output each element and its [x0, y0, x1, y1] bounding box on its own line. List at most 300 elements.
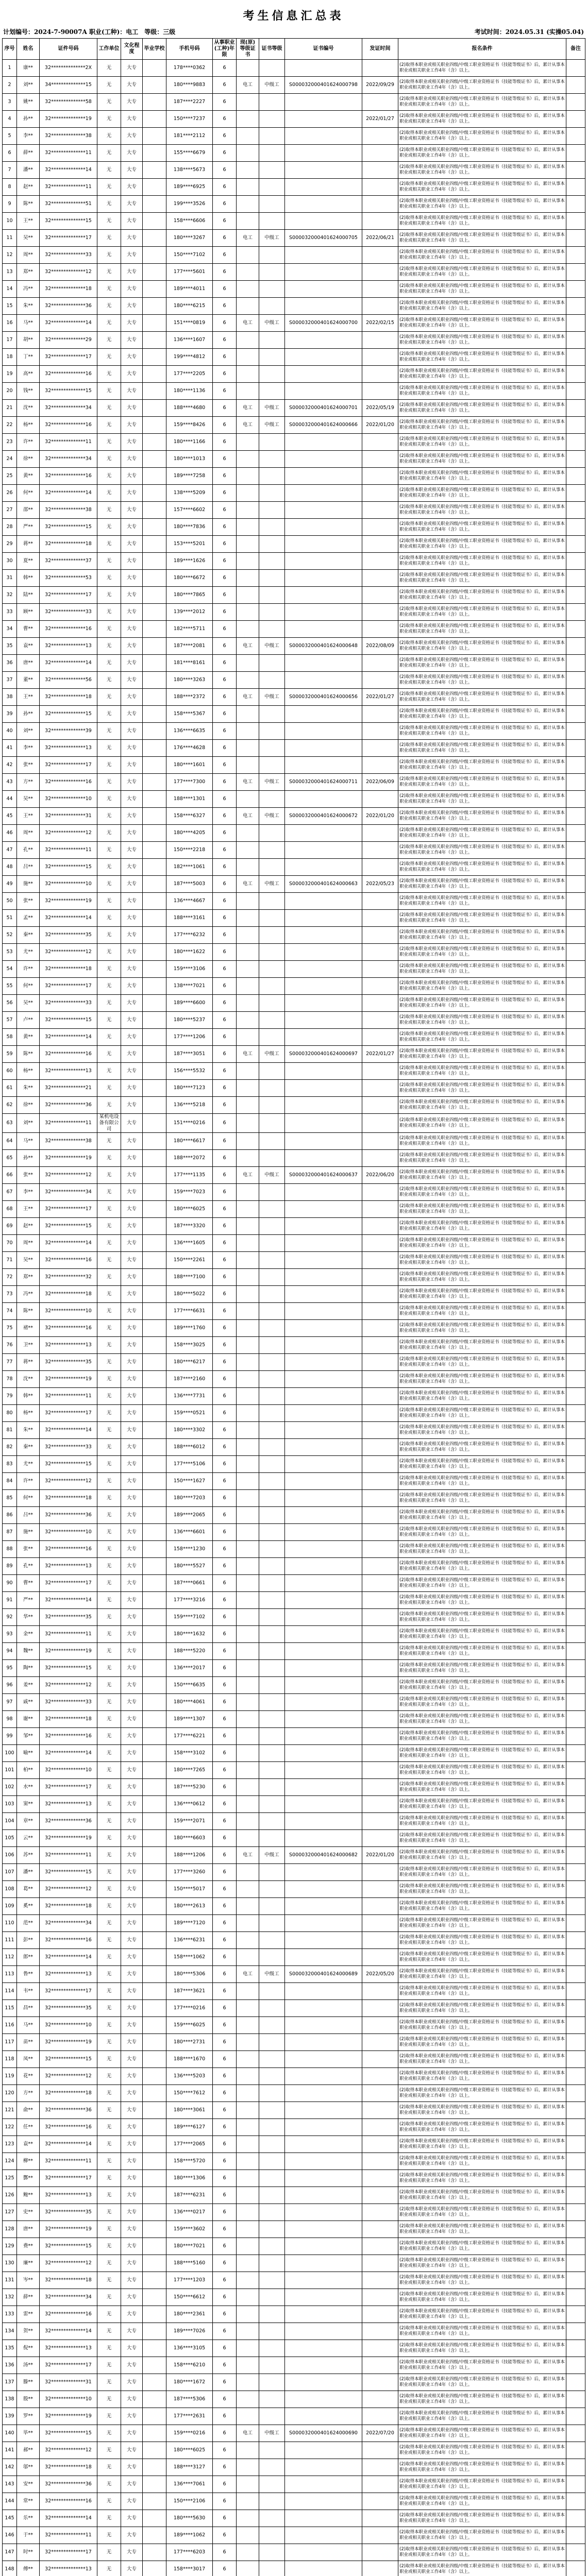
- table-row: [3, 1063, 585, 1080]
- cell-level: [259, 1796, 285, 1813]
- cell-edu: 大专: [121, 77, 143, 94]
- cell-no: 87: [3, 1524, 17, 1541]
- cell-date: [362, 2034, 398, 2051]
- cell-id: 32**************10: [40, 1762, 97, 1779]
- cell-no: 45: [3, 808, 17, 825]
- cell-cert: [237, 1114, 259, 1133]
- table-row: [3, 1643, 585, 1660]
- cell-edu: 大专: [121, 672, 143, 689]
- cell-date: [362, 468, 398, 485]
- cell-level: [259, 1592, 285, 1609]
- cell-date: [362, 2068, 398, 2085]
- cell-name: 施**: [17, 1524, 40, 1541]
- cell-date: [362, 587, 398, 604]
- cell-years: 6: [213, 2357, 237, 2374]
- cell-remark: [566, 536, 585, 553]
- cell-condition: (2)取得本职业或相关职业四级/中级工职业资格证书（技能等级证书）后，累计从事本职业或相关职业工作4年（含）以上。: [398, 1864, 566, 1881]
- cell-condition: (2)取得本职业或相关职业四级/中级工职业资格证书（技能等级证书）后，累计从事本职业或相关职业工作4年（含）以上。: [398, 927, 566, 944]
- cell-level: [259, 2204, 285, 2221]
- cell-condition: (2)取得本职业或相关职业四级/中级工职业资格证书（技能等级证书）后，累计从事本职业或相关职业工作4年（含）以上。: [398, 1184, 566, 1201]
- cell-no: 49: [3, 876, 17, 893]
- cell-certno: [285, 1643, 362, 1660]
- cell-id: 32**************16: [40, 1541, 97, 1558]
- cell-remark: [566, 1507, 585, 1524]
- cell-school: [143, 2323, 166, 2340]
- cell-remark: [566, 2068, 585, 2085]
- cell-school: [143, 383, 166, 400]
- table-row: [3, 2476, 585, 2493]
- cell-phone: 177****7300: [166, 774, 213, 791]
- cell-edu: 大专: [121, 315, 143, 332]
- cell-remark: [566, 927, 585, 944]
- cell-id: 32**************12: [40, 2255, 97, 2272]
- cell-remark: [566, 1080, 585, 1097]
- cell-id: 32**************33: [40, 1694, 97, 1711]
- cell-certno: [285, 434, 362, 451]
- cell-certno: [285, 2238, 362, 2255]
- table-row: [3, 162, 585, 179]
- cell-edu: 大专: [121, 1983, 143, 2000]
- cell-no: 42: [3, 757, 17, 774]
- cell-certno: S000032000401624000798: [285, 77, 362, 94]
- cell-edu: 大专: [121, 1252, 143, 1269]
- table-row: [3, 2255, 585, 2272]
- cell-phone: 150****2261: [166, 1252, 213, 1269]
- cell-phone: 177****5106: [166, 1456, 213, 1473]
- cell-level: [259, 1643, 285, 1660]
- cell-school: [143, 1201, 166, 1218]
- cell-condition: (2)取得本职业或相关职业四级/中级工职业资格证书（技能等级证书）后，累计从事本职业或相关职业工作4年（含）以上。: [398, 128, 566, 145]
- cell-id: 32**************36: [40, 1097, 97, 1114]
- cell-condition: (2)取得本职业或相关职业四级/中级工职业资格证书（技能等级证书）后，累计从事本职业或相关职业工作4年（含）以上。: [398, 2391, 566, 2408]
- cell-remark: [566, 1864, 585, 1881]
- cell-school: [143, 1046, 166, 1063]
- cell-remark: [566, 876, 585, 893]
- cell-years: 6: [213, 1133, 237, 1150]
- cell-years: 6: [213, 1371, 237, 1388]
- cell-remark: [566, 740, 585, 757]
- cell-school: [143, 1456, 166, 1473]
- cell-certno: [285, 1541, 362, 1558]
- cell-date: [362, 1371, 398, 1388]
- cell-edu: 大专: [121, 1235, 143, 1252]
- cell-school: [143, 2493, 166, 2510]
- cell-no: 23: [3, 434, 17, 451]
- cell-school: [143, 1286, 166, 1303]
- cell-edu: 大专: [121, 791, 143, 808]
- cell-cert: [237, 1201, 259, 1218]
- cell-condition: (2)取得本职业或相关职业四级/中级工职业资格证书（技能等级证书）后，累计从事本职业或相关职业工作4年（含）以上。: [398, 2340, 566, 2357]
- table-row: [3, 706, 585, 723]
- cell-certno: [285, 519, 362, 536]
- cell-years: 6: [213, 2442, 237, 2459]
- cell-phone: 180****6025: [166, 1201, 213, 1218]
- cell-level: [259, 1337, 285, 1354]
- cell-condition: (2)取得本职业或相关职业四级/中级工职业资格证书（技能等级证书）后，累计从事本职业或相关职业工作4年（含）以上。: [398, 1354, 566, 1371]
- cell-no: 95: [3, 1660, 17, 1677]
- cell-years: 6: [213, 2323, 237, 2340]
- cell-unit: 无: [97, 1796, 121, 1813]
- cell-name: 殷**: [17, 2391, 40, 2408]
- table-row: [3, 638, 585, 655]
- cell-no: 76: [3, 1337, 17, 1354]
- cell-cert: [237, 162, 259, 179]
- cell-condition: (2)取得本职业或相关职业四级/中级工职业资格证书（技能等级证书）后，累计从事本职业或相关职业工作4年（含）以上。: [398, 94, 566, 111]
- table-row: [3, 1286, 585, 1303]
- cell-remark: [566, 1643, 585, 1660]
- cell-name: 魏**: [17, 1643, 40, 1660]
- cell-years: 6: [213, 774, 237, 791]
- cell-date: 2022/09/29: [362, 77, 398, 94]
- table-row: [3, 655, 585, 672]
- cell-condition: (2)取得本职业或相关职业四级/中级工职业资格证书（技能等级证书）后，累计从事本职业或相关职业工作4年（含）以上。: [398, 417, 566, 434]
- cell-unit: 无: [97, 995, 121, 1012]
- cell-unit: 无: [97, 111, 121, 128]
- cell-condition: (2)取得本职业或相关职业四级/中级工职业资格证书（技能等级证书）后，累计从事本职业或相关职业工作4年（含）以上。: [398, 281, 566, 298]
- cell-no: 109: [3, 1898, 17, 1915]
- table-row: [3, 1507, 585, 1524]
- cell-school: [143, 1388, 166, 1405]
- cell-id: 32**************12: [40, 1677, 97, 1694]
- cell-school: [143, 961, 166, 978]
- table-row: [3, 1439, 585, 1456]
- table-row: [3, 1592, 585, 1609]
- cell-name: 安**: [17, 2476, 40, 2493]
- cell-cert: [237, 485, 259, 502]
- cell-remark: [566, 1337, 585, 1354]
- cell-no: 137: [3, 2374, 17, 2391]
- cell-condition: (2)取得本职业或相关职业四级/中级工职业资格证书（技能等级证书）后，累计从事本职业或相关职业工作4年（含）以上。: [398, 1898, 566, 1915]
- cell-school: [143, 1114, 166, 1133]
- cell-level: [259, 519, 285, 536]
- cell-level: [259, 366, 285, 383]
- table-row: [3, 587, 585, 604]
- cell-date: [362, 910, 398, 927]
- cell-date: 2022/07/20: [362, 2425, 398, 2442]
- cell-name: 何**: [17, 1490, 40, 1507]
- cell-level: [259, 128, 285, 145]
- table-row: [3, 451, 585, 468]
- cell-years: 6: [213, 264, 237, 281]
- cell-phone: 159****3602: [166, 2221, 213, 2238]
- cell-unit: 无: [97, 1029, 121, 1046]
- cell-school: [143, 655, 166, 672]
- cell-remark: [566, 1830, 585, 1847]
- cell-edu: 大专: [121, 1473, 143, 1490]
- cell-years: 6: [213, 1473, 237, 1490]
- cell-certno: [285, 2000, 362, 2017]
- cell-condition: (2)取得本职业或相关职业四级/中级工职业资格证书（技能等级证书）后，累计从事本职业或相关职业工作4年（含）以上。: [398, 2119, 566, 2136]
- cell-phone: 178****0362: [166, 60, 213, 77]
- cell-certno: [285, 1490, 362, 1507]
- cell-name: 严**: [17, 1592, 40, 1609]
- cell-condition: (2)取得本职业或相关职业四级/中级工职业资格证书（技能等级证书）后，累计从事本职业或相关职业工作4年（含）以上。: [398, 1490, 566, 1507]
- cell-phone: 187****5230: [166, 1779, 213, 1796]
- cell-remark: [566, 60, 585, 77]
- cell-level: 中级工: [259, 808, 285, 825]
- cell-unit: 无: [97, 2017, 121, 2034]
- cell-no: 33: [3, 604, 17, 621]
- cell-cert: [237, 2204, 259, 2221]
- cell-school: [143, 1915, 166, 1932]
- cell-remark: [566, 1677, 585, 1694]
- cell-remark: [566, 332, 585, 349]
- cell-years: 6: [213, 1320, 237, 1337]
- cell-school: [143, 2034, 166, 2051]
- cell-certno: [285, 1728, 362, 1745]
- cell-unit: 无: [97, 1063, 121, 1080]
- cell-cert: [237, 1541, 259, 1558]
- cell-phone: 187****5003: [166, 876, 213, 893]
- cell-cert: [237, 1063, 259, 1080]
- cell-name: 俞**: [17, 2102, 40, 2119]
- cell-phone: 187****3320: [166, 1218, 213, 1235]
- cell-edu: 大专: [121, 2153, 143, 2170]
- cell-unit: 无: [97, 2034, 121, 2051]
- cell-cert: [237, 196, 259, 213]
- cell-name: 方**: [17, 2085, 40, 2102]
- cell-level: [259, 2544, 285, 2561]
- table-row: [3, 519, 585, 536]
- cell-cert: [237, 1388, 259, 1405]
- cell-edu: 大专: [121, 1575, 143, 1592]
- cell-level: [259, 1456, 285, 1473]
- cell-date: [362, 1354, 398, 1371]
- cell-name: 鲁**: [17, 1966, 40, 1983]
- cell-no: 30: [3, 553, 17, 570]
- cell-school: [143, 1575, 166, 1592]
- cell-no: 138: [3, 2391, 17, 2408]
- cell-condition: (2)取得本职业或相关职业四级/中级工职业资格证书（技能等级证书）后，累计从事本职业或相关职业工作4年（含）以上。: [398, 757, 566, 774]
- cell-certno: [285, 1029, 362, 1046]
- cell-name: 胡**: [17, 332, 40, 349]
- cell-years: 6: [213, 689, 237, 706]
- cell-name: 沈**: [17, 400, 40, 417]
- cell-phone: 156****5532: [166, 1063, 213, 1080]
- cell-unit: 无: [97, 1609, 121, 1626]
- cell-edu: 大专: [121, 1796, 143, 1813]
- cell-school: [143, 1439, 166, 1456]
- cell-level: [259, 859, 285, 876]
- cell-no: 127: [3, 2204, 17, 2221]
- cell-name: 丁**: [17, 349, 40, 366]
- cell-date: [362, 2000, 398, 2017]
- cell-name: 吕**: [17, 859, 40, 876]
- cell-date: [362, 247, 398, 264]
- cell-condition: (2)取得本职业或相关职业四级/中级工职业资格证书（技能等级证书）后，累计从事本职业或相关职业工作4年（含）以上。: [398, 689, 566, 706]
- cell-school: [143, 2051, 166, 2068]
- cell-years: 6: [213, 366, 237, 383]
- cell-school: [143, 638, 166, 655]
- cell-years: 6: [213, 1012, 237, 1029]
- cell-certno: S000032000401624000672: [285, 808, 362, 825]
- cell-name: 汤**: [17, 2357, 40, 2374]
- cell-school: [143, 1779, 166, 1796]
- cell-condition: (2)取得本职业或相关职业四级/中级工职业资格证书（技能等级证书）后，累计从事本职业或相关职业工作4年（含）以上。: [398, 2306, 566, 2323]
- table-row: [3, 111, 585, 128]
- cell-id: 32**************16: [40, 468, 97, 485]
- cell-no: 28: [3, 519, 17, 536]
- cell-school: [143, 2408, 166, 2425]
- cell-level: [259, 2238, 285, 2255]
- cell-remark: [566, 2187, 585, 2204]
- cell-phone: 177****3260: [166, 1864, 213, 1881]
- cell-name: 夏**: [17, 553, 40, 570]
- cell-date: [362, 2085, 398, 2102]
- cell-remark: [566, 451, 585, 468]
- cell-date: [362, 1592, 398, 1609]
- cell-phone: 150****7237: [166, 111, 213, 128]
- cell-no: 104: [3, 1813, 17, 1830]
- cell-edu: 大专: [121, 2306, 143, 2323]
- cell-cert: [237, 1456, 259, 1473]
- cell-no: 94: [3, 1643, 17, 1660]
- cell-school: [143, 1235, 166, 1252]
- cell-id: 32**************14: [40, 315, 97, 332]
- table-row: [3, 791, 585, 808]
- cell-unit: 无: [97, 451, 121, 468]
- cell-date: [362, 2119, 398, 2136]
- cell-remark: [566, 502, 585, 519]
- cell-phone: 136****1607: [166, 332, 213, 349]
- cell-id: 32**************14: [40, 1029, 97, 1046]
- table-row: [3, 1541, 585, 1558]
- table-row: [3, 2153, 585, 2170]
- cell-no: 69: [3, 1218, 17, 1235]
- cell-cert: [237, 791, 259, 808]
- cell-edu: 大专: [121, 264, 143, 281]
- cell-id: 32**************38: [40, 1133, 97, 1150]
- cell-name: 窦**: [17, 1796, 40, 1813]
- cell-name: 刘**: [17, 723, 40, 740]
- cell-school: [143, 1490, 166, 1507]
- cell-years: 6: [213, 2119, 237, 2136]
- cell-edu: 大专: [121, 400, 143, 417]
- cell-id: 32**************19: [40, 2221, 97, 2238]
- cell-certno: [285, 1592, 362, 1609]
- cell-cert: [237, 1269, 259, 1286]
- cell-years: 6: [213, 2340, 237, 2357]
- cell-id: 32**************34: [40, 1184, 97, 1201]
- cell-edu: 大专: [121, 1745, 143, 1762]
- cell-school: [143, 1626, 166, 1643]
- cell-date: [362, 1337, 398, 1354]
- cell-id: 32**************33: [40, 247, 97, 264]
- cell-id: 32**************33: [40, 995, 97, 1012]
- cell-school: [143, 162, 166, 179]
- cell-cert: [237, 1286, 259, 1303]
- cell-cert: [237, 502, 259, 519]
- cell-name: 高**: [17, 366, 40, 383]
- cell-cert: [237, 2119, 259, 2136]
- cell-edu: 大专: [121, 1354, 143, 1371]
- cell-remark: [566, 400, 585, 417]
- cell-edu: 大专: [121, 961, 143, 978]
- cell-level: [259, 2459, 285, 2476]
- cell-name: 徐**: [17, 451, 40, 468]
- cell-certno: [285, 2340, 362, 2357]
- cell-condition: (2)取得本职业或相关职业四级/中级工职业资格证书（技能等级证书）后，累计从事本职业或相关职业工作4年（含）以上。: [398, 944, 566, 961]
- cell-date: [362, 1575, 398, 1592]
- table-row: [3, 349, 585, 366]
- cell-name: 孙**: [17, 706, 40, 723]
- cell-level: [259, 927, 285, 944]
- cell-years: 6: [213, 1830, 237, 1847]
- cell-phone: 180****1306: [166, 2170, 213, 2187]
- cell-school: [143, 570, 166, 587]
- cell-cert: [237, 961, 259, 978]
- cell-unit: 无: [97, 1354, 121, 1371]
- cell-phone: 150****2218: [166, 842, 213, 859]
- cell-id: 32**************12: [40, 2442, 97, 2459]
- cell-name: 乐**: [17, 2510, 40, 2527]
- cell-edu: 大专: [121, 1711, 143, 1728]
- cell-unit: 无: [97, 842, 121, 859]
- cell-cert: 电工: [237, 1966, 259, 1983]
- cell-cert: [237, 247, 259, 264]
- cell-cert: [237, 519, 259, 536]
- cell-phone: 177****5601: [166, 264, 213, 281]
- cell-school: [143, 77, 166, 94]
- cell-years: 6: [213, 1677, 237, 1694]
- column-header: 证书编号: [285, 39, 362, 60]
- cell-certno: S000032000401624000701: [285, 400, 362, 417]
- cell-phone: 180****2731: [166, 2034, 213, 2051]
- cell-phone: 150****7102: [166, 247, 213, 264]
- cell-remark: [566, 247, 585, 264]
- cell-edu: 大专: [121, 213, 143, 230]
- cell-condition: (2)取得本职业或相关职业四级/中级工职业资格证书（技能等级证书）后，累计从事本职业或相关职业工作4年（含）以上。: [398, 2544, 566, 2561]
- cell-remark: [566, 621, 585, 638]
- table-row: [3, 1813, 585, 1830]
- cell-name: 孟**: [17, 910, 40, 927]
- cell-no: 71: [3, 1252, 17, 1269]
- table-row: [3, 1150, 585, 1167]
- cell-remark: [566, 842, 585, 859]
- cell-school: [143, 60, 166, 77]
- cell-name: 王**: [17, 213, 40, 230]
- cell-date: [362, 1490, 398, 1507]
- cell-remark: [566, 1150, 585, 1167]
- cell-cert: [237, 1915, 259, 1932]
- cell-name: 张**: [17, 757, 40, 774]
- cell-edu: 大专: [121, 2408, 143, 2425]
- cell-unit: 无: [97, 1167, 121, 1184]
- cell-unit: 无: [97, 196, 121, 213]
- cell-name: 戚**: [17, 1694, 40, 1711]
- table-row: [3, 2493, 585, 2510]
- cell-name: 郑**: [17, 1269, 40, 1286]
- cell-no: 52: [3, 927, 17, 944]
- cell-name: 韩**: [17, 570, 40, 587]
- cell-school: [143, 2306, 166, 2323]
- cell-level: [259, 2221, 285, 2238]
- cell-certno: [285, 2374, 362, 2391]
- cell-certno: [285, 2221, 362, 2238]
- cell-edu: 大专: [121, 1320, 143, 1337]
- cell-school: [143, 400, 166, 417]
- cell-date: [362, 1864, 398, 1881]
- cell-phone: 136****5203: [166, 2068, 213, 2085]
- cell-id: 32**************15: [40, 1456, 97, 1473]
- cell-school: [143, 2000, 166, 2017]
- cell-name: 陈**: [17, 1046, 40, 1063]
- cell-id: 32**************18: [40, 2085, 97, 2102]
- cell-cert: [237, 570, 259, 587]
- cell-school: [143, 1898, 166, 1915]
- cell-date: [362, 2170, 398, 2187]
- cell-name: 卢**: [17, 1012, 40, 1029]
